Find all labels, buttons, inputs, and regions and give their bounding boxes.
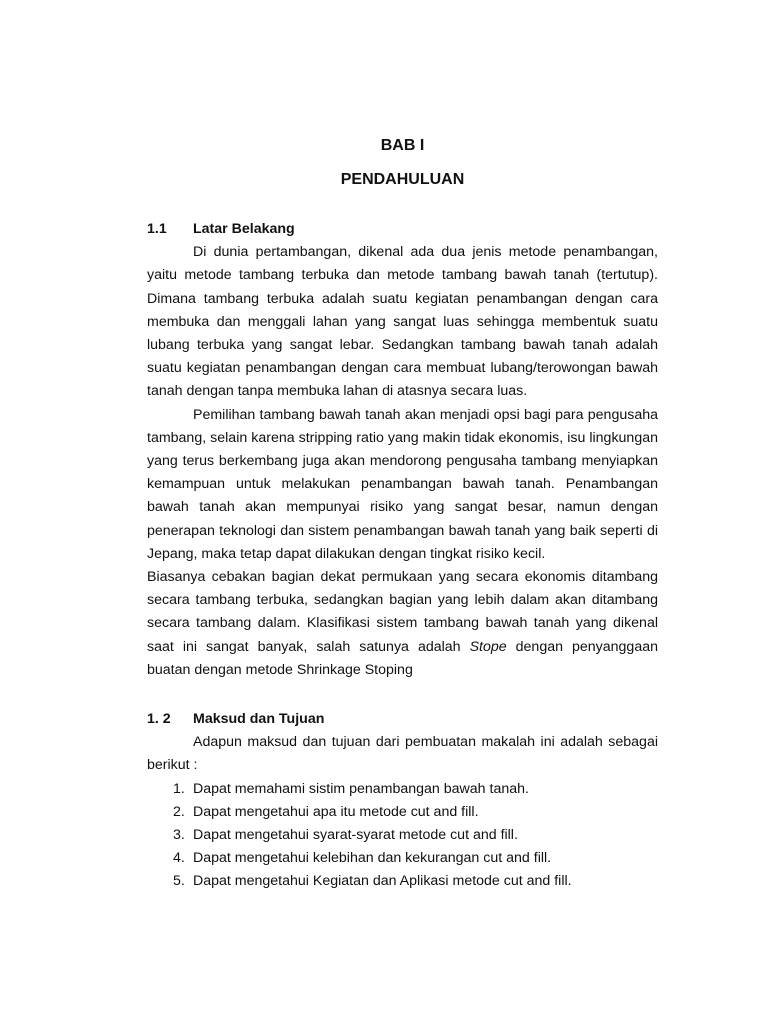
page-content	[147, 132, 658, 894]
paragraph-latar-belakang-3	[147, 566, 658, 682]
list-text: Dapat mengetahui Kegiatan dan Aplikasi metode cut and fill.	[193, 873, 572, 890]
chapter-title: PENDAHULUAN	[340, 171, 465, 188]
paragraph-maksud-tujuan-intro: Adapun maksud dan tujuan dari pembuatan makalah ini adalah sebagai berikut :	[147, 734, 658, 774]
list-number: 4.	[173, 850, 185, 867]
list-item	[147, 778, 658, 801]
paragraph-latar-belakang-1: Di dunia pertambangan, dikenal ada dua jenis metode penambangan, yaitu metode tambang terbuka dan metode tambang bawah tanah (tertutup). Dimana tambang terbuka adalah suatu kegiatan penambangan dengan cara membuka dan menggali lahan yang sangat luas sehingga membentuk suatu lubang terbuka yang sangat lebar. Sedangkan tambang bawah tanah adalah suatu kegiatan penambangan dengan cara membuat lubang/terowongan bawah tanah dengan tanpa membuka lahan di atasnya secara luas.	[147, 244, 658, 400]
paragraph-latar-belakang-2: Pemilihan tambang bawah tanah akan menjadi opsi bagi para pengusaha tambang, selain karena stripping ratio yang makin tidak ekonomis, isu lingkungan yang terus berkembang juga akan mendorong pengusaha tambang menyiapkan kemampuan untuk melakukan penambangan bawah tanah. Penambangan bawah tanah akan mempunyai risiko yang sangat besar, namun dengan penerapan teknologi dan sistem penambangan bawah tanah yang baik seperti di Jepang, maka tetap dapat dilakukan dengan tingkat risiko kecil.	[147, 406, 658, 562]
list-text: Dapat memahami sistim penambangan bawah tanah.	[193, 780, 529, 797]
list-item	[147, 801, 658, 824]
list-number: 2.	[173, 803, 185, 820]
list-text: Dapat mengetahui syarat-syarat metode cut and fill.	[193, 827, 518, 844]
list-number: 3.	[173, 827, 185, 844]
section-heading-latar-belakang	[147, 218, 658, 241]
objectives-list	[147, 778, 658, 894]
section-heading-maksud-tujuan	[147, 708, 658, 731]
italic-term: Stope	[469, 638, 507, 655]
list-number: 5.	[173, 873, 185, 890]
chapter-number: BAB I	[380, 137, 425, 154]
section-number: 1. 2	[147, 711, 171, 728]
list-item	[147, 824, 658, 847]
list-item	[147, 870, 658, 893]
paragraph-text: Biasanya cebakan bagian dekat permukaan yang secara ekonomis ditambang secara tambang terbuka, sedangkan bagian yang lebih dalam akan ditambang secara tambang dalam. Klasifikasi sistem tambang bawah tanah yang dikenal saat ini sangat banyak, salah satunya adalah	[147, 569, 658, 655]
list-number: 1.	[173, 780, 185, 797]
paragraph-text: dengan penyanggaan buatan dengan metode Shrinkage Stoping	[147, 638, 658, 678]
section-number: 1.1	[147, 221, 167, 237]
list-text: Dapat mengetahui kelebihan dan kekurangan cut and fill.	[193, 850, 552, 867]
section-title: Latar Belakang	[193, 221, 295, 237]
list-text: Dapat mengetahui apa itu metode cut and fill.	[193, 803, 479, 820]
list-item	[147, 847, 658, 870]
section-title: Maksud dan Tujuan	[193, 711, 325, 728]
